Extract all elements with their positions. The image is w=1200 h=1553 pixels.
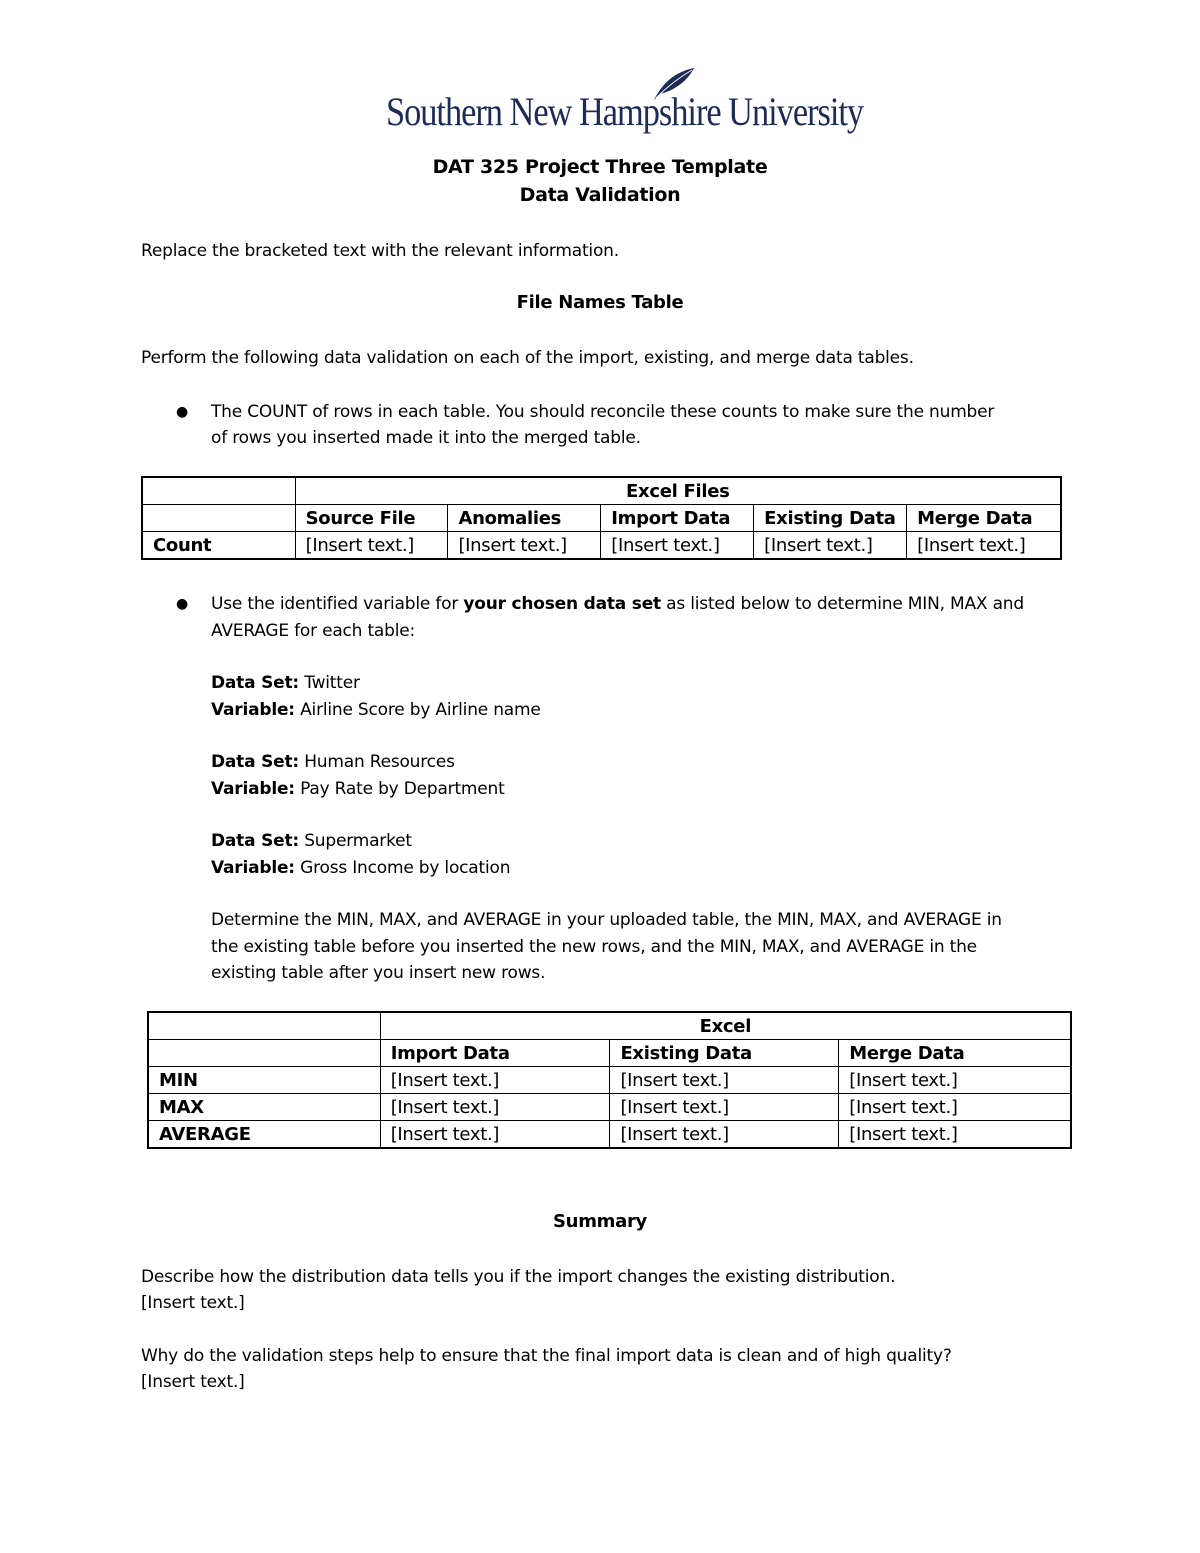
summary-answer-2[interactable]: [Insert text.] [141, 1372, 245, 1392]
row-label: MIN [149, 1067, 381, 1094]
bullet-dot: ● [176, 596, 189, 612]
bullet1-line1: The COUNT of rows in each table. You should reconcile these counts to make sure the number [211, 402, 995, 422]
table-cell[interactable]: [Insert text.] [380, 1067, 610, 1094]
bullet-dot: ● [176, 404, 189, 420]
variable-twitter: Variable: Airline Score by Airline name [211, 700, 541, 720]
table-row [149, 1121, 1071, 1148]
table-cell[interactable]: [Insert text.] [448, 532, 601, 559]
dataset-twitter: Data Set: Twitter [211, 673, 360, 693]
table-row [143, 478, 1061, 505]
bullet2-line2: AVERAGE for each table: [211, 621, 416, 641]
table-cell[interactable]: [Insert text.] [907, 532, 1061, 559]
table-cell [149, 1040, 381, 1067]
table-cell[interactable]: [Insert text.] [601, 532, 754, 559]
summary-answer-1[interactable]: [Insert text.] [141, 1293, 245, 1313]
table-cell[interactable]: [Insert text.] [754, 532, 907, 559]
table-cell [149, 1013, 381, 1040]
summary-question-2: Why do the validation steps help to ensure that the final import data is clean and of high quality? [141, 1346, 952, 1366]
column-header: Existing Data [610, 1040, 839, 1067]
table-row [149, 1067, 1071, 1094]
table-cell[interactable]: [Insert text.] [610, 1067, 839, 1094]
determine-line1: Determine the MIN, MAX, and AVERAGE in your uploaded table, the MIN, MAX, and AVERAGE in [211, 910, 1002, 930]
dataset-hr: Data Set: Human Resources [211, 752, 455, 772]
row-label: AVERAGE [149, 1121, 381, 1148]
table-cell[interactable]: [Insert text.] [380, 1121, 610, 1148]
table-row [143, 532, 1061, 559]
file-names-heading: File Names Table [516, 292, 684, 313]
summary-question-1: Describe how the distribution data tells you if the import changes the existing distribution. [141, 1267, 896, 1287]
column-header: Anomalies [448, 505, 601, 532]
variable-hr: Variable: Pay Rate by Department [211, 779, 505, 799]
table-cell[interactable]: [Insert text.] [610, 1094, 839, 1121]
bullet1-line2: of rows you inserted made it into the merged table. [211, 428, 641, 448]
dataset-supermarket: Data Set: Supermarket [211, 831, 412, 851]
excel-files-table [142, 477, 1061, 559]
table-row [149, 1013, 1071, 1040]
table-row [149, 1040, 1071, 1067]
column-header: Import Data [380, 1040, 610, 1067]
table-cell [143, 505, 296, 532]
table-row [143, 505, 1061, 532]
table-cell[interactable]: [Insert text.] [610, 1121, 839, 1148]
university-logo [386, 66, 864, 140]
document-title: DAT 325 Project Three Template [432, 156, 768, 178]
table-group-header: Excel [380, 1013, 1070, 1040]
excel-stats-table [148, 1012, 1071, 1148]
table-cell[interactable]: [Insert text.] [839, 1121, 1071, 1148]
column-header: Merge Data [839, 1040, 1071, 1067]
bullet2-line1: Use the identified variable for your chosen data set as listed below to determine MIN, MAX and [211, 594, 1024, 614]
column-header: Existing Data [754, 505, 907, 532]
determine-line2: the existing table before you inserted the new rows, and the MIN, MAX, and AVERAGE in the [211, 937, 977, 957]
column-header: Source File [295, 505, 448, 532]
determine-line3: existing table after you insert new rows. [211, 963, 546, 983]
table-cell[interactable]: [Insert text.] [839, 1067, 1071, 1094]
table-row [149, 1094, 1071, 1121]
variable-supermarket: Variable: Gross Income by location [211, 858, 511, 878]
table-cell[interactable]: [Insert text.] [380, 1094, 610, 1121]
table-cell[interactable]: [Insert text.] [295, 532, 448, 559]
table-cell[interactable]: [Insert text.] [839, 1094, 1071, 1121]
logo-text: Southern New Hampshire University [386, 89, 864, 134]
validation-instruction: Perform the following data validation on each of the import, existing, and merge data tables. [141, 348, 914, 368]
document-subtitle: Data Validation [519, 184, 681, 206]
row-label: MAX [149, 1094, 381, 1121]
row-label: Count [143, 532, 296, 559]
column-header: Import Data [601, 505, 754, 532]
table-group-header: Excel Files [295, 478, 1060, 505]
summary-heading: Summary [553, 1211, 647, 1232]
table-cell [143, 478, 296, 505]
intro-text: Replace the bracketed text with the relevant information. [141, 241, 619, 261]
column-header: Merge Data [907, 505, 1061, 532]
